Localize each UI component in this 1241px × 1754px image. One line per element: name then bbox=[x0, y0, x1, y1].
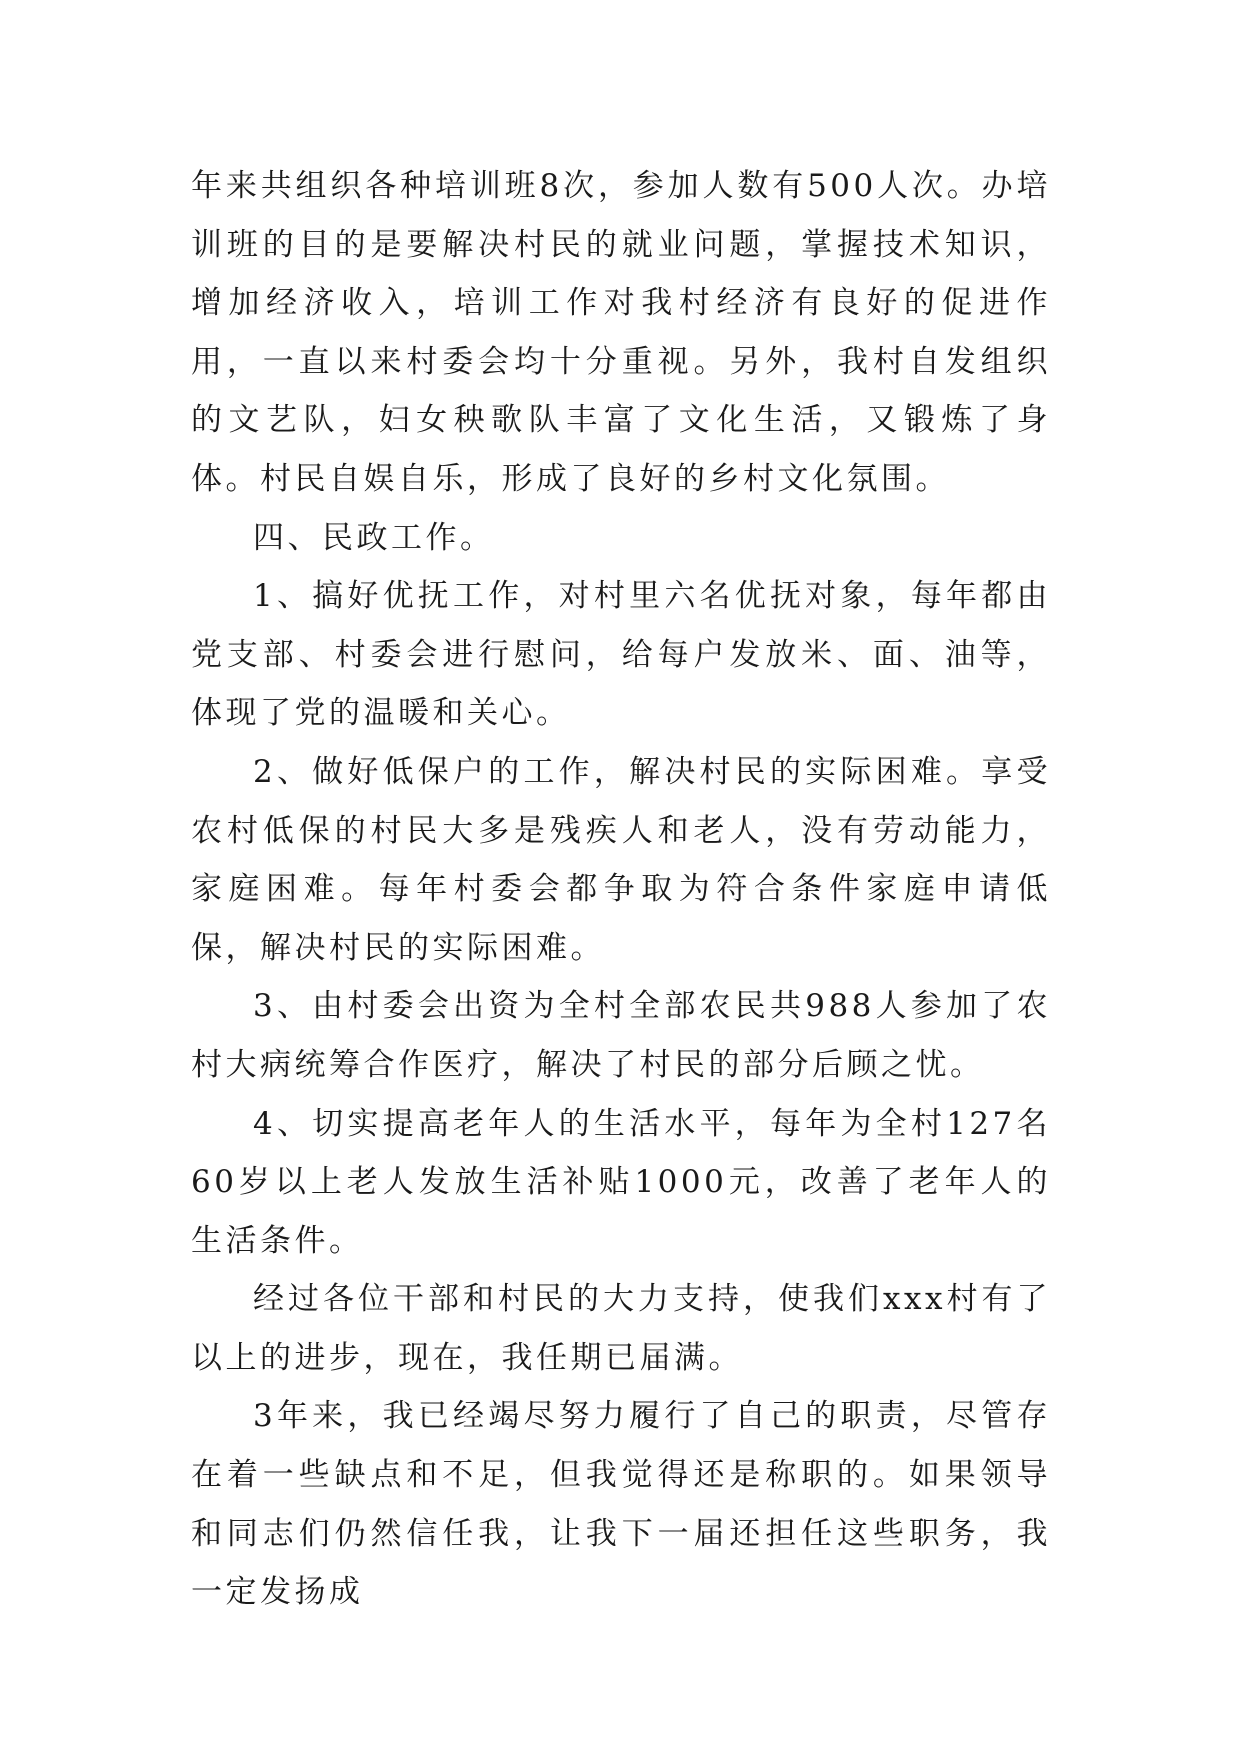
paragraph-item-3: 3、由村委会出资为全村全部农民共988人参加了农村大病统筹合作医疗，解决了村民的部分后顾之忧。 bbox=[191, 988, 1051, 1083]
paragraph-item-1: 1、搞好优抚工作，对村里六名优抚对象，每年都由党支部、村委会进行慰问，给每户发放米、面、油等，体现了党的温暖和关心。 bbox=[191, 578, 1051, 732]
paragraph-summary: 经过各位干部和村民的大力支持，使我们xxx村有了以上的进步，现在，我任期已届满。 bbox=[191, 1281, 1051, 1376]
paragraph-item-4: 4、切实提高老年人的生活水平，每年为全村127名60岁以上老人发放生活补贴1000元，改善了老年人的生活条件。 bbox=[191, 1105, 1051, 1259]
document-body bbox=[191, 157, 1051, 1622]
section-heading-civil-affairs: 四、民政工作。 bbox=[253, 519, 495, 556]
paragraph-item-2: 2、做好低保户的工作，解决村民的实际困难。享受农村低保的村民大多是残疾人和老人，没有劳动能力，家庭困难。每年村委会都争取为符合条件家庭申请低保，解决村民的实际困难。 bbox=[191, 753, 1051, 966]
paragraph-conclusion: 3年来，我已经竭尽努力履行了自己的职责，尽管存在着一些缺点和不足，但我觉得还是称职的。如果领导和同志们仍然信任我，让我下一届还担任这些职务，我一定发扬成 bbox=[191, 1398, 1051, 1611]
paragraph-training: 年来共组织各种培训班8次，参加人数有500人次。办培训班的目的是要解决村民的就业问题，掌握技术知识，增加经济收入，培训工作对我村经济有良好的促进作用，一直以来村委会均十分重视。另外，我村自发组织的文艺队，妇女秧歌队丰富了文化生活，又锻炼了身体。村民自娱自乐，形成了良好的乡村文化氛围。 bbox=[191, 168, 1051, 497]
